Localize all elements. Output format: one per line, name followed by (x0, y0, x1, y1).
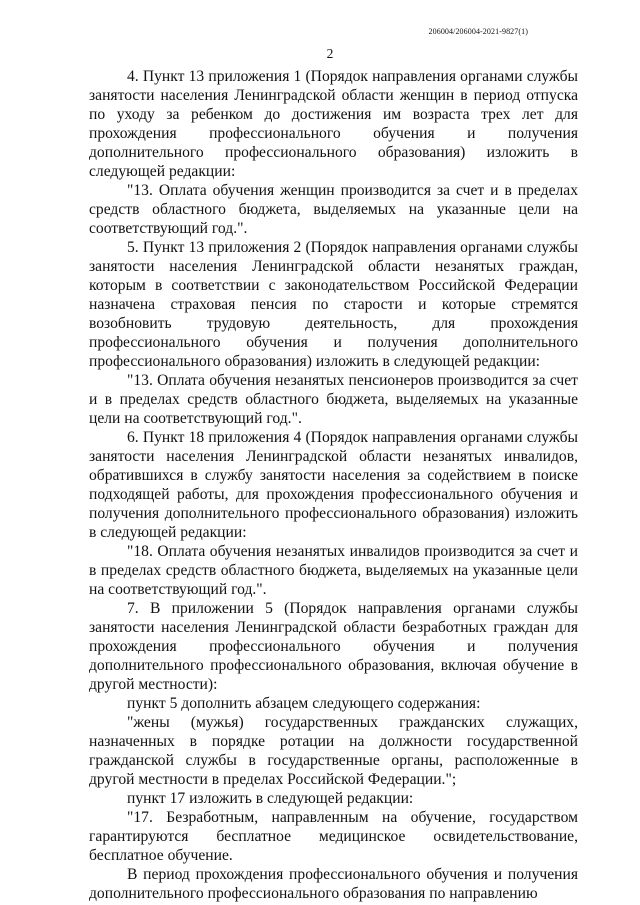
paragraph-item-7: 7. В приложении 5 (Порядок направления органами службы занятости населения Ленинградской области безработных граждан для прохождения профессионального обучения и получения дополнительного профессионального образования, включая обучение в другой местности): (89, 600, 578, 693)
quoted-text-item-13-pensioners: "13. Оплата обучения незанятых пенсионеров производится за счет и в пределах средств областного бюджета, выделяемых на указанные цели на соответствующий год.". (89, 372, 578, 427)
document-body (89, 67, 578, 903)
paragraph-point-17-edit: пункт 17 изложить в следующей редакции: (127, 790, 414, 807)
paragraph-training-period: В период прохождения профессионального обучения и получения дополнительного профессионального образования по направлению (89, 866, 578, 902)
document-id: 206004/206004-2021-9827(1) (428, 27, 528, 36)
quoted-text-item-13-women: "13. Оплата обучения женщин производится за счет и в пределах средств областного бюджета, выделяемых на указанные цели на соответствующий год.". (89, 182, 578, 237)
paragraph-item-6: 6. Пункт 18 приложения 4 (Порядок направления органами службы занятости населения Ленинградской области незанятых инвалидов, обратившихся в службу занятости населения за содействием в поиске подходящей работы, для прохождения профессионального обучения и получения дополнительного профессионального образования) изложить в следующей редакции: (89, 429, 578, 541)
quoted-text-item-17: "17. Безработным, направленным на обучение, государством гарантируются бесплатное медицинское освидетельствование, бесплатное обучение. (89, 809, 578, 864)
paragraph-point-5-addition: пункт 5 дополнить абзацем следующего содержания: (127, 695, 481, 712)
paragraph-item-4: 4. Пункт 13 приложения 1 (Порядок направления органами службы занятости населения Ленинградской области женщин в период отпуска по уходу за ребенком до достижения им возраста трех лет для прохождения профессионального обучения и получения дополнительного профессионального образования) изложить в следующей редакции: (89, 68, 578, 180)
quoted-text-spouses: "жены (мужья) государственных гражданских служащих, назначенных в порядке ротации на должности государственной гражданской службы в государственные органы, расположенные в другой местности в пределах Российской Федерации."; (89, 714, 578, 788)
quoted-text-item-18-disabled: "18. Оплата обучения незанятых инвалидов производится за счет и в пределах средств областного бюджета, выделяемых на указанные цели на соответствующий год.". (89, 543, 578, 598)
page-number: 2 (326, 46, 334, 61)
paragraph-item-5: 5. Пункт 13 приложения 2 (Порядок направления органами службы занятости населения Ленинградской области незанятых граждан, которым в соответствии с законодательством Российской Федерации назначена страховая пенсия по старости и которые стремятся возобновить трудовую деятельность, для прохождения профессионального обучения и получения дополнительного профессионального образования) изложить в следующей редакции: (89, 239, 578, 370)
